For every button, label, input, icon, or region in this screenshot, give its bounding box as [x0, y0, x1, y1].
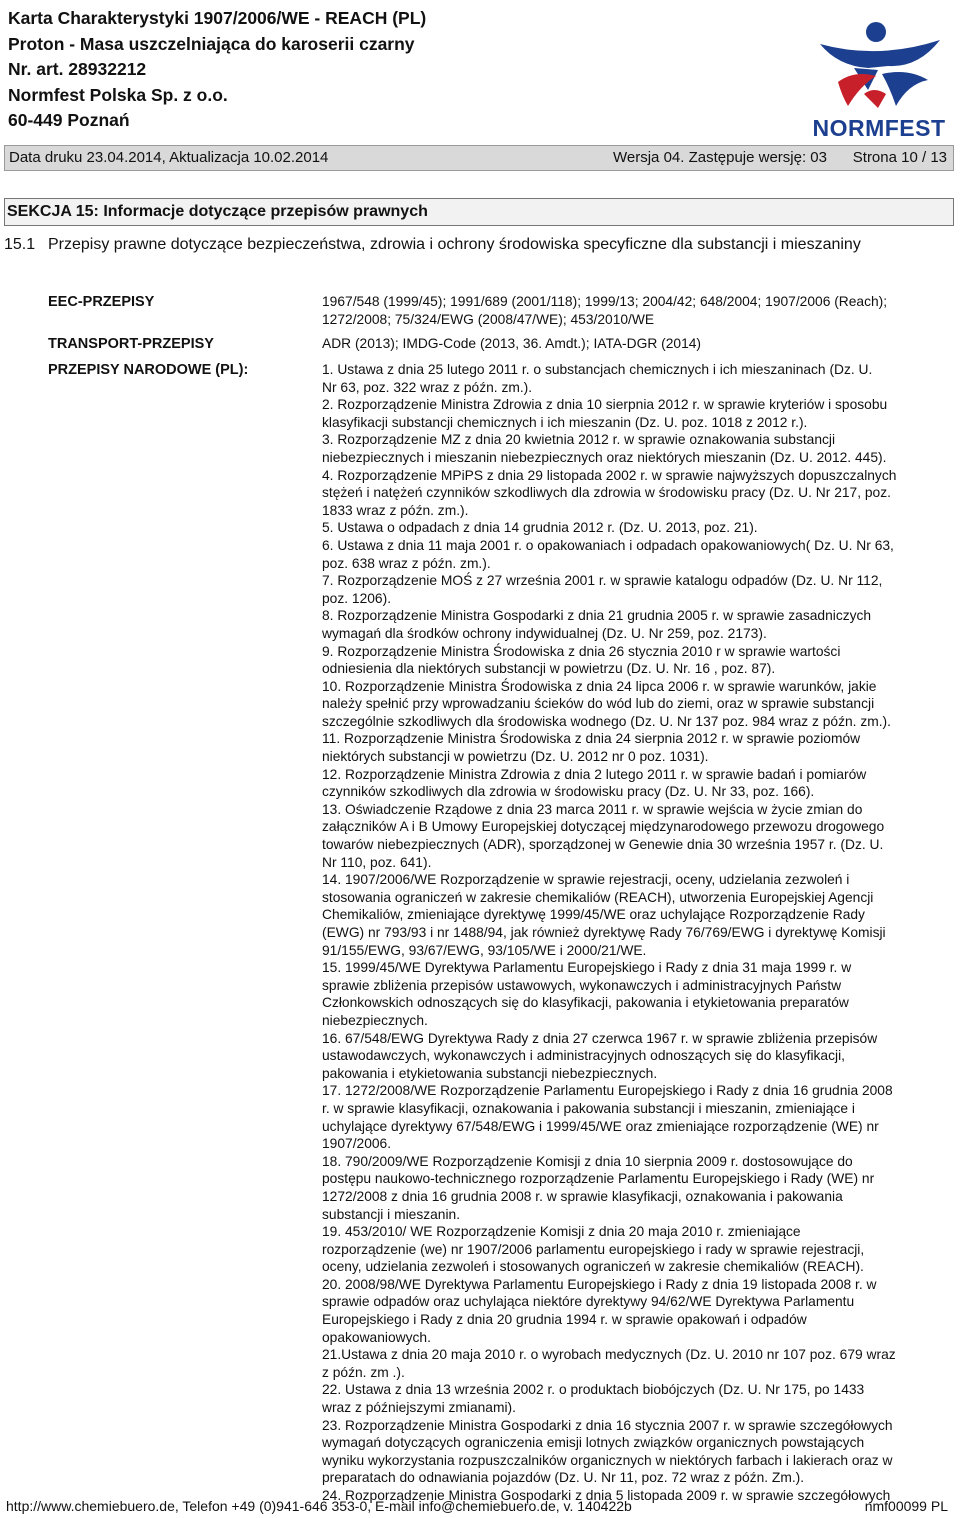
regulation-line: należy spełnić przy wprowadzaniu ścieków do wód lub do ziemi, oraz w sprawie substancji [322, 696, 875, 712]
regulation-line: z późn. zm .). [322, 1364, 405, 1380]
regulation-line: postępu naukowo-technicznego rozporządzenie Parlamentu Europejskiego i Rady (WE) nr [322, 1171, 875, 1187]
regulation-line: sprawie zbliżenia przepisów ustawowych, wykonawczych i administracyjnych Państw [322, 977, 842, 993]
regulation-line: oceny, udzielania zezwoleń i stosowanych ograniczeń w zakresie chemikaliów (REACH). [322, 1259, 864, 1275]
regulation-line: poz. 1206). [322, 590, 392, 606]
regulation-line: wymagań dla środków ochrony indywidualnej (Dz. U. Nr 259, poz. 2173). [322, 625, 767, 641]
regulation-line: 18. 790/2009/WE Rozporządzenie Komisji z dnia 10 sierpnia 2009 r. dostosowujące do [322, 1153, 853, 1169]
regulation-line: 16. 67/548/EWG Dyrektywa Rady z dnia 27 czerwca 1967 r. w sprawie zbliżenia przepisów [322, 1030, 878, 1046]
regulation-line: 4. Rozporządzenie MPiPS z dnia 29 listopada 2002 r. w sprawie najwyższych dopuszczalnych [322, 467, 897, 483]
svg-text:NORMFEST: NORMFEST [812, 115, 946, 141]
regulation-line: odniesienia dla niektórych substancji w powietrzu (Dz. U. Nr. 16 , poz. 87). [322, 661, 776, 677]
regulation-line: 15. 1999/45/WE Dyrektywa Parlamentu Europejskiego i Rady z dnia 31 maja 1999 r. w [322, 960, 852, 976]
regulation-line: Nr 110, poz. 641). [322, 854, 432, 870]
regulation-line: niektórych substancji w powietrzu (Dz. U. 2012 nr 0 poz. 1031). [322, 749, 709, 765]
regulation-line: wymagań dotyczących ograniczenia emisji lotnych związków organicznych powstających [322, 1435, 865, 1451]
regulation-line: 3. Rozporządzenie MZ z dnia 20 kwietnia 2012 r. w sprawie oznakowania substancji [322, 432, 836, 448]
regulation-line: wraz z późniejszymi zmianami). [322, 1400, 516, 1416]
regulation-line: wyniku wykorzystania rozpuszczalników organicznych w niektórych farbach i lakierach oraz w [322, 1452, 893, 1468]
regulation-line: 12. Rozporządzenie Ministra Zdrowia z dnia 2 lutego 2011 r. w sprawie badań i pomiarów [322, 766, 867, 782]
regulation-line: czynników szkodliwych dla zdrowia w środowisku pracy (Dz. U. Nr 33, poz. 166). [322, 784, 815, 800]
footer-contact: http://www.chemiebuero.de, Telefon +49 (0)941-646 353-0, E-mail info@chemiebuero.de, v. 140422b [6, 1498, 632, 1514]
document-header [8, 6, 952, 142]
regulation-line: 1272/2008 z dnia 16 grudnia 2008 r. w sprawie klasyfikacji, oznakowania i pakowania [322, 1188, 843, 1204]
subsection-number: 15.1 [4, 236, 36, 253]
regulation-line: substancji i mieszanin. [322, 1206, 461, 1222]
transport-label: TRANSPORT-PRZEPISY [48, 336, 214, 352]
regulation-line: 1833 wraz z późn. zm.). [322, 502, 469, 518]
regulation-line: 9. Rozporządzenie Ministra Środowiska z dnia 26 stycznia 2010 r w sprawie wartości [322, 643, 841, 659]
regulation-line: 8. Rozporządzenie Ministra Gospodarki z dnia 21 grudnia 2005 r. w sprawie zasadniczych [322, 608, 872, 624]
company-name: Normfest Polska Sp. z o.o. [8, 84, 228, 105]
regulation-line: stosowania ograniczeń w zakresie chemikaliów (REACH), utworzenia Europejskiej Agencji [322, 889, 874, 905]
regulation-line: 11. Rozporządzenie Ministra Środowiska z dnia 24 sierpnia 2012 r. w sprawie poziomów [322, 731, 861, 747]
regulation-line: Członkowskich odnoszących się do klasyfikacji, pakowania i etykietowania preparatów [322, 995, 849, 1011]
regulation-line: (EWG) nr 793/93 i nr 1488/94, jak również dyrektywę Rady 76/769/EWG i dyrektywę Komisji [322, 925, 886, 940]
regulation-line: szczególnie szkodliwych dla środowiska wodnego (Dz. U. Nr 137 poz. 984 wraz z późn. zm.). [322, 713, 891, 729]
print-info-bar [4, 145, 954, 171]
regulation-line: 13. Oświadczenie Rządowe z dnia 23 marca 2011 r. w sprawie wejścia w życie zmian do [322, 801, 863, 817]
regulation-line: 19. 453/2010/ WE Rozporządzenie Komisji z dnia 20 maja 2010 r. zmieniające [322, 1224, 801, 1240]
regulation-line: 20. 2008/98/WE Dyrektywa Parlamentu Europejskiego i Rady z dnia 19 listopada 2008 r. w [322, 1276, 877, 1292]
regulation-line: towarów niebezpiecznych (ADR), sporządzonej w Genewie dnia 30 września 1957 r. (Dz. U. [322, 837, 884, 853]
regulation-line: r. w sprawie klasyfikacji, oznakowania i pakowania substancji i mieszanin, zmieniające i [322, 1100, 855, 1116]
eec-value: 1967/548 (1999/45); 1991/689 (2001/118); 1999/13; 2004/42; 648/2004; 1907/2006 (Reach); 1272/2008; 75/324/EWG (2008/47/WE); 453/2010/WE [322, 294, 888, 327]
regulation-line: niebezpiecznych. [322, 1012, 428, 1028]
regulation-line: 14. 1907/2006/WE Rozporządzenie w sprawie rejestracji, oceny, udzielania zezwoleń i [322, 872, 850, 888]
regulation-line: 7. Rozporządzenie MOŚ z 27 września 2001 r. w sprawie katalogu odpadów (Dz. U. Nr 112, [322, 573, 883, 589]
version-info: Wersja 04. Zastępuje wersję: 03 [613, 149, 827, 166]
regulation-line: 91/155/EWG, 93/67/EWG, 93/105/WE i 2000/21/WE. [322, 942, 647, 958]
regulation-line: 10. Rozporządzenie Ministra Środowiska z dnia 24 lipca 2006 r. w sprawie warunków, jakie [322, 678, 877, 694]
national-regulations-list [322, 361, 950, 1505]
regulation-line: Nr 63, poz. 322 wraz z późn. zm.). [322, 379, 533, 395]
article-number: Nr. art. 28932212 [8, 59, 147, 79]
regulation-line: ustawodawczych, wykonawczych i administracyjnych odnoszących się do klasyfikacji, [322, 1048, 845, 1064]
regulation-line: niebezpiecznych i mieszanin niebezpiecznych oraz niektórych mieszanin (Dz. U. 2012. 445). [322, 449, 887, 465]
regulation-line: Europejskiego i Rady z dnia 20 grudnia 1994 r. w sprawie opakowań i odpadów [322, 1312, 807, 1328]
regulation-line: załączników A i B Umowy Europejskiej dotyczącej międzynarodowego przewozu drogowego [322, 819, 885, 835]
regulation-line: 22. Ustawa z dnia 13 września 2002 r. o produktach biobójczych (Dz. U. Nr 175, po 1433 [322, 1382, 865, 1398]
transport-value: ADR (2013); IMDG-Code (2013, 36. Amdt.); IATA-DGR (2014) [322, 336, 702, 351]
regulation-line: 24. Rozporządzenie Ministra Gospodarki z dnia 5 listopada 2009 r. w sprawie szczegółowych [322, 1488, 891, 1503]
subsection-title: Przepisy prawne dotyczące bezpieczeństwa, zdrowia i ochrony środowiska specyficzne dla substancji i mieszaniny [48, 236, 861, 253]
page-footer [4, 1496, 956, 1516]
regulation-line: preparatach do odnawiania pojazdów (Dz. U. Nr 11, poz. 72 wraz z późn. Zm.). [322, 1470, 805, 1486]
regulation-line: 2. Rozporządzenie Ministra Zdrowia z dnia 10 sierpnia 2012 r. w sprawie kryteriów i sposobu [322, 397, 888, 413]
product-name: Proton - Masa uszczelniająca do karoserii czarny [8, 33, 415, 54]
regulation-line: 1907/2006. [322, 1136, 392, 1152]
regulation-line: opakowaniowych. [322, 1329, 431, 1345]
regulation-line: poz. 638 wraz z późn. zm.). [322, 555, 491, 571]
regulation-line: 21.Ustawa z dnia 20 maja 2010 r. o wyrobach medycznych (Dz. U. 2010 nr 107 poz. 679 wraz [322, 1347, 896, 1363]
regulation-line: 5. Ustawa o odpadach z dnia 14 grudnia 2012 r. (Dz. U. 2013, poz. 21). [322, 520, 758, 536]
page-number: Strona 10 / 13 [852, 149, 947, 166]
document-title: Karta Charakterystyki 1907/2006/WE - REACH (PL) [8, 8, 427, 28]
regulation-line: uchylające dyrektywy 67/548/EWG i 1999/45/WE oraz zmieniające rozporządzenie (WE) nr [322, 1118, 879, 1134]
regulation-line: pakowania i etykietowania substancji niebezpiecznych. [322, 1065, 658, 1081]
regulation-line: 1. Ustawa z dnia 25 lutego 2011 r. o substancjach chemicznych i ich mieszaninach (Dz. U. [322, 362, 873, 377]
regulation-line: rozporządzenie (we) nr 1907/2006 parlamentu europejskiego i rady w sprawie rejestracji, [322, 1241, 865, 1257]
footer-doc-id: nmf00099 PL [864, 1498, 948, 1514]
regulation-line: klasyfikacji substancji chemicznych i ich mieszanin (Dz. U. poz. 1018 z 2012 r.). [322, 414, 808, 430]
regulation-line: sprawie odpadów oraz uchylająca niektóre dyrektywy 94/62/WE Dyrektywa Parlamentu [322, 1294, 855, 1310]
regulation-line: Chemikaliów, zmieniające dyrektywę 1999/45/WE oraz uchylające Rozporządzenie Rady [322, 907, 865, 923]
company-address: 60-449 Poznań [8, 110, 130, 130]
regulation-line: 23. Rozporządzenie Ministra Gospodarki z dnia 16 stycznia 2007 r. w sprawie szczegółowych [322, 1417, 893, 1433]
regulation-line: 17. 1272/2008/WE Rozporządzenie Parlamentu Europejskiego i Rady z dnia 16 grudnia 2008 [322, 1083, 893, 1099]
normfest-logo [808, 10, 950, 142]
regulation-line: stężeń i natężeń czynników szkodliwych dla zdrowia w środowisku pracy (Dz. U. Nr 217, poz. [322, 485, 891, 501]
regulation-line: 6. Ustawa z dnia 11 maja 2001 r. o opakowaniach i odpadach opakowaniowych( Dz. U. Nr 63, [322, 537, 894, 553]
national-label: PRZEPISY NARODOWE (PL): [48, 362, 249, 378]
eec-label: EEC-PRZEPISY [48, 294, 155, 310]
print-date: Data druku 23.04.2014, Aktualizacja 10.02.2014 [9, 149, 329, 166]
section-heading: SEKCJA 15: Informacje dotyczące przepisów prawnych [4, 198, 954, 226]
